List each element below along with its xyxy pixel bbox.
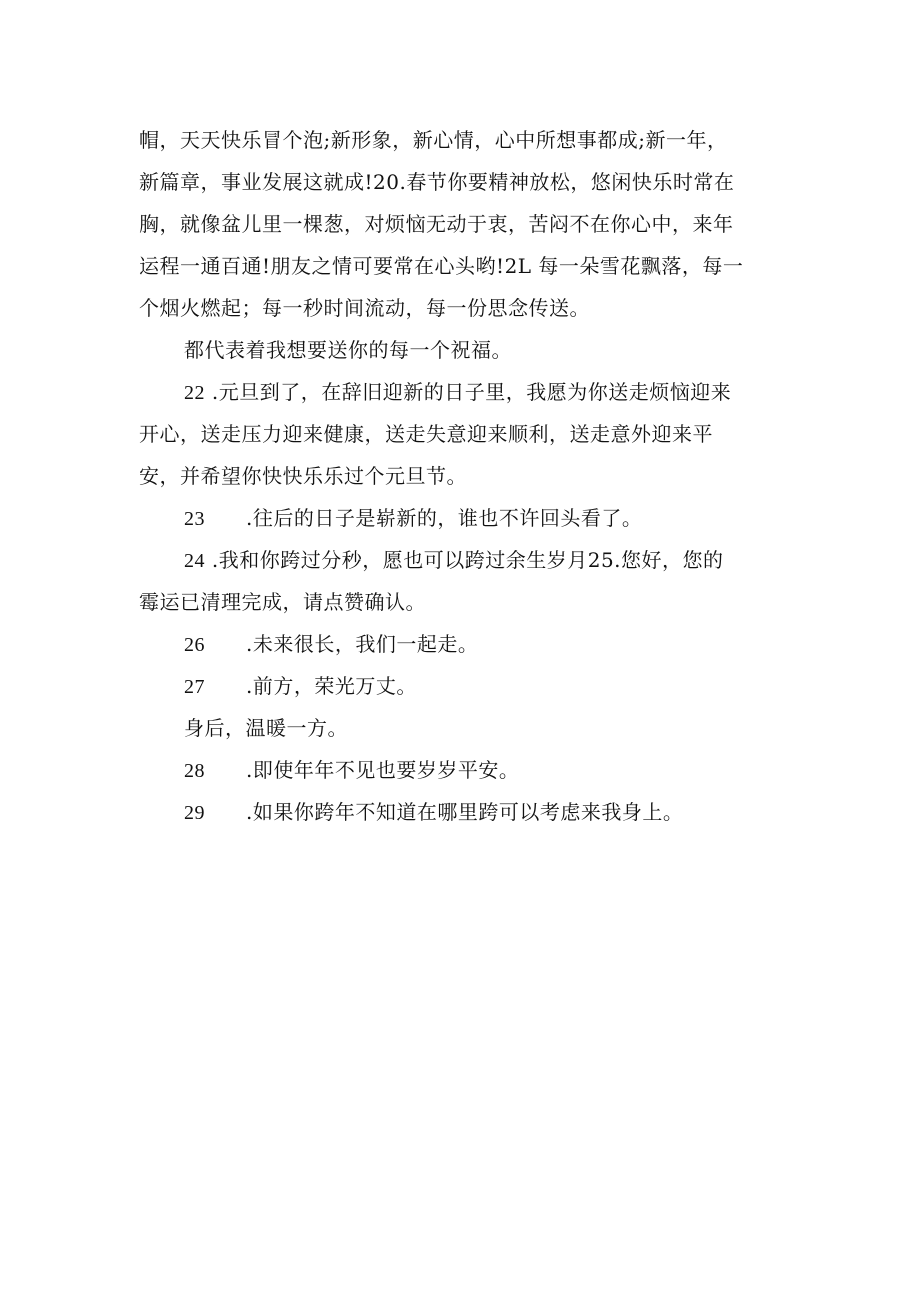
text-line: 新篇章，事业发展这就成!20.春节你要精神放松，悠闲快乐时常在: [139, 170, 735, 194]
item-text: .我和你跨过分秒，愿也可以跨过余生岁月25.您好，您的: [211, 548, 724, 572]
item-number: 23: [184, 508, 205, 530]
text-line: 个烟火燃起；每一秒时间流动，每一份思念传送。: [139, 296, 590, 320]
list-item-29: [184, 799, 683, 826]
item-number: 27: [184, 676, 205, 698]
item-text: .往后的日子是崭新的，谁也不许回头看了。: [246, 506, 643, 530]
item-number: 22: [184, 382, 205, 404]
item-text: .前方，荣光万丈。: [246, 674, 417, 698]
text-line: 开心，送走压力迎来健康，送走失意迎来顺利，送走意外迎来平: [139, 422, 713, 446]
text-line: 安，并希望你快快乐乐过个元旦节。: [139, 464, 467, 488]
list-item-26: [184, 631, 478, 658]
text-line: 运程一通百通!朋友之情可要常在心头哟!2L 每一朵雪花飘落，每一: [139, 254, 744, 278]
list-item-23: [184, 505, 642, 532]
item-number: 24: [184, 550, 205, 572]
item-text: .元旦到了，在辞旧迎新的日子里，我愿为你送走烦恼迎来: [211, 380, 732, 404]
text-line: 帽，天天快乐冒个泡;新形象，新心情，心中所想事都成;新一年，: [139, 128, 728, 152]
item-number: 26: [184, 634, 205, 656]
paragraph: 身后，温暖一方。: [184, 716, 348, 740]
item-number: 28: [184, 760, 205, 782]
item-text: .即使年年不见也要岁岁平安。: [246, 758, 520, 782]
text-line: 霉运已清理完成，请点赞确认。: [139, 590, 426, 614]
list-item-28: [184, 757, 519, 784]
list-item-27: [184, 673, 417, 700]
paragraph: 都代表着我想要送你的每一个祝福。: [184, 338, 512, 362]
item-number: 29: [184, 802, 205, 824]
list-item-22: [184, 379, 731, 406]
list-item-24: [184, 547, 724, 574]
item-text: .如果你跨年不知道在哪里跨可以考虑来我身上。: [246, 800, 684, 824]
item-text: .未来很长，我们一起走。: [246, 632, 479, 656]
text-line: 胸，就像盆儿里一棵葱，对烦恼无动于衷，苦闷不在你心中，来年: [139, 212, 734, 236]
